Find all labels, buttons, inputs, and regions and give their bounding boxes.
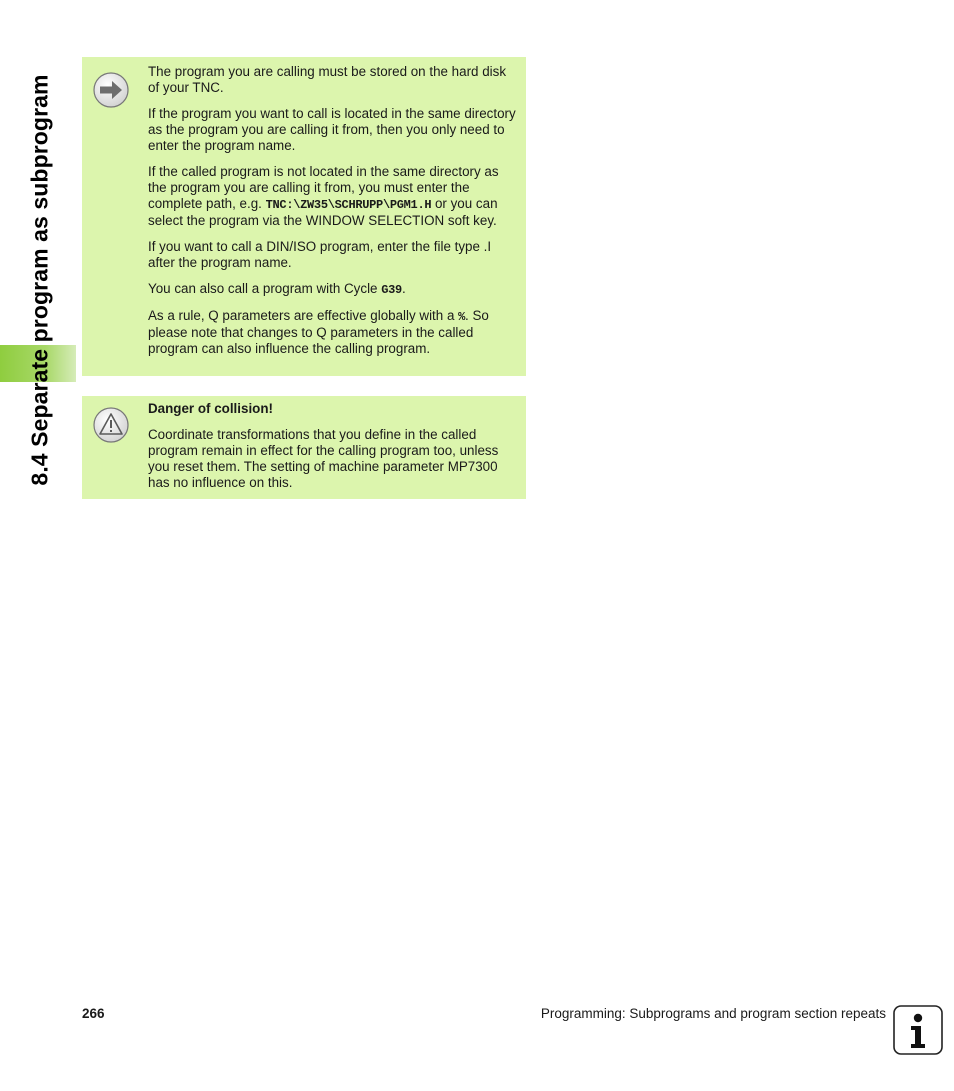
info-paragraph-6-lead: As a rule, Q parameters are effective globally with a: [148, 308, 459, 323]
info-paragraph-6: [148, 308, 516, 357]
percent-code: %: [458, 310, 466, 324]
info-paragraph-5: [148, 281, 516, 298]
arrow-right-icon: [92, 71, 130, 109]
info-paragraph-1: The program you are calling must be stored on the hard disk of your TNC.: [148, 64, 507, 95]
info-paragraph-3-tail: or you can select the program via the WINDOW SELECTION soft key.: [148, 196, 498, 228]
example-path-code: TNC:\ZW35\SCHRUPP\PGM1.H: [265, 198, 432, 212]
warning-note: [82, 396, 526, 499]
warning-body: Coordinate transformations that you define in the called program remain in effect for the calling program too, unless you reset them. The setting of machine parameter MP7300 has no influence on this.: [148, 427, 499, 490]
warning-triangle-icon: [92, 406, 130, 444]
chapter-title: Programming: Subprograms and program section repeats: [540, 1006, 886, 1021]
info-paragraph-4: If you want to call a DIN/ISO program, enter the file type .I after the program name.: [148, 239, 492, 270]
info-paragraph-3: [148, 164, 516, 229]
info-paragraph-5-tail: .: [401, 281, 406, 296]
warning-title: Danger of collision!: [148, 401, 273, 416]
info-paragraph-3-lead: If the called program is not located in the same directory as the program you are calling it from, you must enter the complete path, e.g.: [148, 164, 499, 211]
warning-note-text: [148, 401, 516, 501]
cycle-code: G39: [381, 283, 402, 297]
info-note: [82, 57, 526, 376]
section-title: 8.4 Separate program as subprogram: [26, 74, 53, 486]
page-number: 266: [82, 1006, 105, 1021]
info-paragraph-2: If the program you want to call is located in the same directory as the program you are calling it from, then you only need to enter the program name.: [148, 106, 516, 153]
info-paragraph-6-tail: . So please note that changes to Q parameters in the called program can also influence the calling program.: [148, 308, 489, 356]
info-icon[interactable]: [893, 1005, 943, 1055]
info-note-text: [148, 64, 516, 367]
info-paragraph-5-lead: You can also call a program with Cycle: [148, 281, 382, 296]
